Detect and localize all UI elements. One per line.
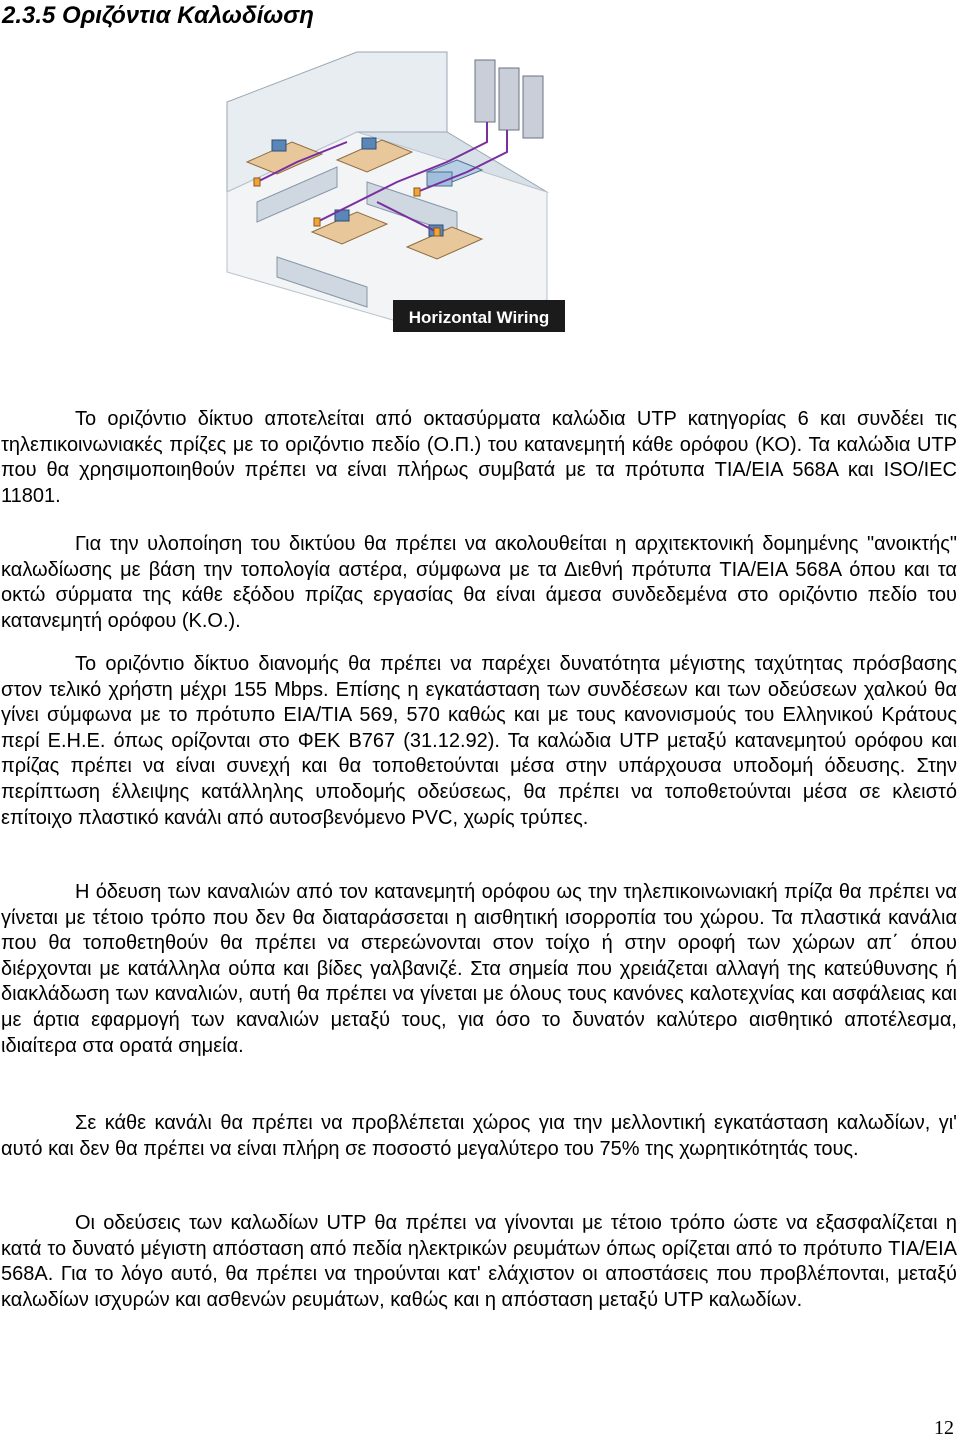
paragraph-1: Το οριζόντιο δίκτυο αποτελείται από οκτασύρματα καλώδια UTP κατηγορίας 6 και συνδέει τις τηλεπικοινωνιακές πρίζες με το οριζόντιο πεδίο (Ο.Π.) του κατανεμητή κάθε ορόφου (ΚΟ). Τα καλώδια UTP που θα χρησιμοποιηθούν πρέπει να είναι πλήρως συμβατά με τα πρότυπα TIA/EIA 568A και ISO/IEC 11801. [1,408,957,507]
paragraph-2: Για την υλοποίηση του δικτύου θα πρέπει να ακολουθείται η αρχιτεκτονική δομημένης "ανοικτής" καλωδίωσης με βάση την τοπολογία αστέρα, σύμφωνα με τα Διεθνή πρότυπα TIA/EIA 568A όπου και τα οκτώ σύρματα της κάθε εξόδου πρίζας εργασίας θα είναι άμεσα συνδεδεμένα στο οριζόντιο πεδίο του κατανεμητή ορόφου (Κ.Ο.). [1,533,957,632]
page-number: 12 [934,1417,954,1439]
paragraph-4: Η όδευση των καναλιών από τον κατανεμητή ορόφου ως την τηλεπικοινωνιακή πρίζα θα πρέπει να γίνεται με τέτοιο τρόπο που δεν θα διαταράσσεται η αισθητική ισορροπία του χώρου. Τα πλαστικά κανάλια που θα τοποθετηθούν θα πρέπει να στερεώνονται στον τοίχο ή στην οροφή των χώρων απ΄ όπου διέρχονται με κατάλληλα ούπα και βίδες γαλβανιζέ. Στα σημεία που χρειάζεται αλλαγή της κατεύθυνσης ή διακλάδωση των καναλιών, αυτή θα πρέπει να γίνεται με όλους τους κανόνες καλοτεχνίας και ασφάλειας και με άρτια εφαρμογή των καναλιών μεταξύ τους, για όσο το δυνατόν καλύτερο αισθητικό αποτέλεσμα, ιδιαίτερα στα ορατά σημεία. [1,881,957,1057]
section-heading: 2.3.5 Οριζόντια Καλωδίωση [2,2,314,29]
figure-label: Horizontal Wiring [408,308,550,327]
paragraph-5: Σε κάθε κανάλι θα πρέπει να προβλέπεται χώρος για την μελλοντική εγκατάσταση καλωδίων, γι' αυτό και δεν θα πρέπει να είναι πλήρη σε ποσοστό μεγαλύτερο του 75% της χωρητικότητάς τους. [1,1112,957,1160]
horizontal-wiring-illustration [217,42,565,332]
paragraph-3: Το οριζόντιο δίκτυο διανομής θα πρέπει να παρέχει δυνατότητα μέγιστης ταχύτητας πρόσβασης στον τελικό χρήστη μέχρι 155 Mbps. Επίσης η εγκατάσταση των συνδέσεων και των οδεύσεων χαλκού θα γίνει σύμφωνα με το πρότυπο EIA/TIA 569, 570 καθώς και με τους κανονισμούς του Ελληνικού Κράτους περί Ε.Η.Ε. όπως ορίζονται στο ΦΕΚ Β767 (31.12.92). Τα καλώδια UTP μεταξύ κατανεμητού ορόφου και πρίζας πρέπει να είναι συνεχή και θα τοποθετούνται μέσα στην υπάρχουσα υποδομή όδευσης. Στην περίπτωση έλλειψης κατάλληλης υποδομής οδεύσεως, θα πρέπει να τοποθετούνται μέσα σε κλειστό επίτοιχο πλαστικό κανάλι από αυτοσβενόμενο PVC, χωρίς τρύπες. [1,653,957,829]
paragraph-6: Οι οδεύσεις των καλωδίων UTP θα πρέπει να γίνονται με τέτοιο τρόπο ώστε να εξασφαλίζεται η κατά το δυνατό μέγιστη απόσταση από πεδία ηλεκτρικών ρευμάτων όπως ορίζεται από το πρότυπο TIA/EIA 568A. Για το λόγο αυτό, θα πρέπει να τηρούνται κατ' ελάχιστον οι αποστάσεις που προβλέπονται, μεταξύ καλωδίων ισχυρών και ασθενών ρευμάτων, καθώς και η απόσταση μεταξύ UTP καλωδίων. [1,1212,957,1311]
